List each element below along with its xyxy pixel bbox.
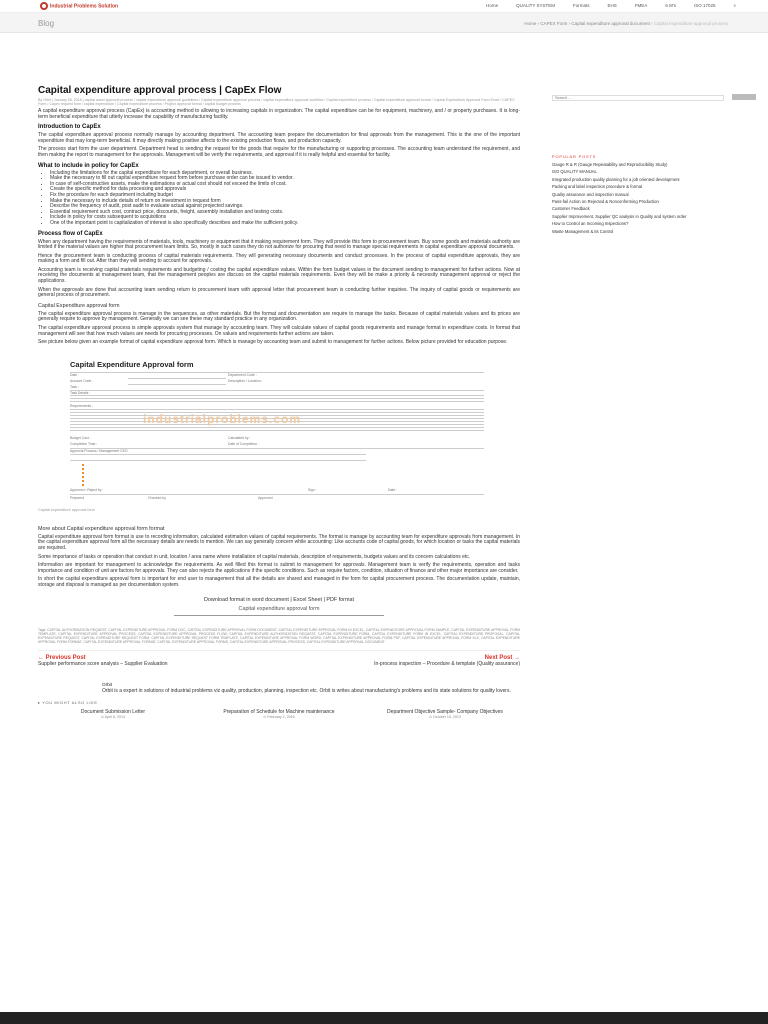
paragraph: Some importance of tasks or operation that conduct in unit, location / area name where installation of capital materials, description of requirements, budgets values and its concern calculations etc. (38, 553, 471, 560)
form-label: Sign : (308, 487, 317, 492)
related-posts (38, 709, 520, 719)
list-item: • Describe the frequency of audit, post audit to evaluate actual against projected savings. (50, 204, 520, 210)
related-post-title: Preparation of Schedule for Machine maintenance (223, 709, 335, 716)
logo-text: Industrial Problems Solution (50, 3, 119, 10)
heading-policy: What to include in policy for CapEx (38, 162, 139, 169)
form-label: Approval Process / Management CEO (70, 448, 128, 453)
popular-post-link[interactable]: How to Control an Incoming Inspections? (552, 221, 629, 227)
related-post-title: Document Submission Letter (80, 709, 146, 716)
form-label: Completion Time : (70, 441, 98, 446)
previous-post-link[interactable] (38, 655, 168, 667)
popular-posts-title: POPULAR POSTS (552, 154, 597, 159)
related-post-date: ⊙ April 6, 2014 (101, 715, 125, 720)
popular-post-link[interactable]: Pass-fail Action on Rejected & Nonconforming Production (552, 199, 659, 205)
sidebar (552, 86, 756, 237)
popular-posts-list (552, 163, 756, 234)
nav-formats[interactable]: Formats (573, 3, 590, 8)
heading-flow: Process flow of CapEx (38, 230, 103, 237)
form-label: Description / Location : (228, 378, 263, 383)
article-meta[interactable]: By Orbit | January 28, 2018 | capital asset approval process / capital expenditure approval guidelines / Capital expenditure approval process / capital expenditure approval workflow / Capital expenditure process / Capital expenditure approval format / Capital Expenditure Approval Form Excel / CAPEX Form / Capex request form / capital expenditure / Capital expenditure process / Project approval format / capital budget process (38, 98, 515, 106)
nav-ehs[interactable]: EHS (607, 3, 617, 8)
breadcrumb-current: Capital expenditure approval process (653, 21, 728, 26)
form-label: Date : (70, 372, 80, 377)
popular-post-link[interactable]: Quality assurance and inspection manual (552, 191, 629, 197)
search-icon[interactable]: ⌕ (733, 3, 736, 8)
list-item: • Including the limitations for the capital expenditure for each department, or overall business. (50, 171, 520, 177)
form-label: Prepared (70, 495, 84, 500)
popular-post-link[interactable]: Customer Feedback (552, 206, 590, 212)
paragraph: Accounting team is receiving capital materials requirements and budgeting / costing the capital expenditure values. Within the form budget values in the document sending to management for further actions. Now at receiving the documents at management team, that the management peoples are discuss on the capital materials requirements. Even they will be make a priority & necessity management approval or reject the applications. (38, 266, 520, 285)
form-label: Requirements : (70, 403, 93, 408)
main-nav (486, 3, 736, 8)
form-label: Approved / Reject by : (70, 487, 104, 492)
related-post[interactable] (38, 709, 188, 719)
nav-iso[interactable]: ISO 17025 (693, 3, 716, 8)
paragraph: See picture below given an example format of capital expenditure approval form. Which is manage by accounting team and submit to management for further actions. Below picture provided for education purpose. (38, 339, 508, 346)
list-item: • Make the necessary to include details of return on investment in request form (50, 199, 520, 205)
divider (174, 615, 384, 616)
popular-post-link[interactable]: ISO QUALITY MANUAL (552, 169, 597, 175)
intro-paragraph: A capital expenditure approval process (CapEx) is accounting method to allowing to increasing capitals in organization. The capital expenditure can be for equipment, machinery, and / or property purchases. It is long-term beneficial expenditure that utterly increase the capability of manufacturing facility. (38, 108, 520, 120)
nav-quality-system[interactable]: QUALITY SYSTEM (516, 3, 556, 8)
previous-post-label: ← Previous Post (38, 654, 86, 661)
blog-bar (0, 13, 768, 33)
heading-form: Capital Expenditure approval form (38, 302, 120, 309)
related-post-title: Department Objective Sample- Company Objectives (387, 709, 503, 716)
breadcrumb-path[interactable]: Home › CAPEX Form › Capital expenditure approval document › (524, 21, 654, 26)
list-item: • Fix the procedure for each department including budget (50, 193, 520, 199)
form-image-title: Capital Expenditure Approval form (70, 359, 194, 369)
related-heading: ▸ YOU MIGHT ALSO LIKE (38, 700, 98, 706)
popular-post-link[interactable]: Waste Management & its Control (552, 228, 614, 234)
popular-post-link[interactable]: Integrated production quality planning for a job oriented development (552, 176, 680, 182)
search-input[interactable] (552, 95, 724, 101)
nav-home[interactable]: Home (486, 3, 499, 8)
nav-6m[interactable]: 6 M's (665, 3, 676, 8)
form-label: Calculated by : (228, 435, 251, 440)
author-box (102, 682, 520, 695)
page-title: Blog (38, 19, 55, 28)
author-bio: Orbit is a expert in solutions of industrial problems viz quality, production, planning, inspection etc. Orbit is writes about manufacturing's problems and its state solutions for quality lovers. (102, 687, 511, 694)
form-label: Budget Cost : (70, 435, 91, 440)
list-item: • One of the important point is capitalization of interest is also specifically describes and make the sufficient policy. (50, 221, 520, 227)
heading-intro: Introduction to CapEx (38, 124, 101, 131)
paragraph: The capital expenditure approval process is simple approvals system that manage by accounting team. They will calculate values of capital goods requirements and manage format in expenditure costs. In format that management will see that how much values are needs for procuring processes. On values and requirements further actions are taken. (38, 325, 520, 337)
form-highlight (82, 464, 86, 486)
paragraph: When any department having the requirements of materials, tools, machinery or equipment that it making requirement form. They will provide this form to procurement team. Buy some goods and materials authority are limited if the material values are higher that procurement team limits. So, mostly in such cases they do not authorize for procuring that need to manage special requirements in capital expenditure approval documents. (38, 238, 520, 251)
list-item: • Make the necessary to fill out capital expenditure request form before purchase order can be issued to vendor. (50, 176, 520, 182)
list-item: • Create the specific method for data processing and approvals (50, 187, 520, 193)
form-label: Task Details : (70, 390, 91, 395)
paragraph: The capital expenditure approval process normally manage by accounting department. The accounting team prepare the documentation for final approvals from the management. This is the one of the important expenditure that may long-term beneficial. It may directly making positive affects to the existing production flows, and production capacity. (38, 132, 520, 144)
next-post-link[interactable] (374, 655, 520, 667)
list-item: • Essential requirement such cost, contract price, discounts, freight, assembly installation and testing costs. (50, 210, 520, 216)
form-label: Date : (388, 487, 398, 492)
search-button[interactable] (732, 94, 756, 100)
heading-more: More about Capital expenditure approval form format (38, 525, 165, 532)
form-label: Task : (70, 384, 79, 389)
form-watermark: industrialproblems.com (143, 411, 302, 426)
breadcrumb[interactable] (524, 21, 728, 26)
download-subtitle: Capital expenditure approval form (238, 605, 320, 612)
popular-post-link[interactable]: Gauge R & R (Gauge Repeatability and Reproducibility Study) (552, 162, 668, 167)
top-header (0, 0, 768, 13)
related-post[interactable] (370, 709, 520, 719)
form-label: Department Code : (228, 372, 257, 377)
form-label: Approved (258, 495, 273, 500)
previous-post-title: Supplier performance score analysis – Supplier Evaluation (38, 660, 168, 667)
popular-post-link[interactable]: Supplier Improvement, Supplier QC analysis in Quality and system order (552, 213, 687, 219)
related-post-date: ⊙ February 2, 2016 (263, 715, 295, 720)
paragraph: Capital expenditure approval form format is use to recording information, calculated estimation values of capital requirements. The format is manage by accounting team for expenditure approvals from management. In the capital expenditure approval form all the necessary details are needs to mention. We can say generally concern while accounting: Like accounts code of capital goods, for which location or tasks the capital materials are required. (38, 533, 520, 551)
paragraph: The capital expenditure approval process is manage in the sequences, as other materials. But the format and documentation are require to manage the tasks. Because of capital materials values and its prices are generally require to approve by management. Generally we can see these may standard practice in any organization. (38, 310, 520, 323)
popular-post-link[interactable]: Packing and label inspection procedure & format (552, 184, 643, 190)
related-post[interactable] (204, 709, 354, 719)
policy-list (50, 171, 520, 227)
paragraph: Information are important for management to acknowledge the requirements. As well filled this format is submit to management for approvals. Management team is verify the requirements, operation and tasks importance and condition of unit are factors for approvals. They can also rejects the applications if the specific conditions. Such as require factors, condition, situation of finance and other major importance are consider. (38, 562, 520, 574)
paragraph: Hence the procurement team is conducting process of capital materials requirements. They will generating necessary documents and conduct processes. In the process of capital expenditure approvals, they are making a form and fill out. After than they will sending to account for approvals. (38, 252, 520, 265)
list-item: • Include in policy for costs subsequent to acquisitions (50, 215, 520, 221)
article-title: Capital expenditure approval process | CapEx Flow (38, 85, 282, 96)
paragraph: When the approvals are done that accounting team sending return to procurement team with approval letter that procurement team is conducting further inquiries. The inquiry of capital goods or requirements are general process of procurement. (38, 286, 520, 299)
footer (0, 1012, 768, 1024)
paragraph: The process start form the user department. Department head is sending the request for the goods that require for the manufacturing or supporting processes. The accounting team understand the requirement, and then making the report to management for the approvals. Management will be verify the requirements, and approval if it is really helpful and essential for facility. (38, 146, 520, 158)
post-navigation (38, 650, 520, 678)
article (38, 86, 520, 719)
list-item: • In case of self-constructive assets, make the estimations or actual cost should not exceed the limits of cost. (50, 182, 520, 188)
author-name[interactable]: Orbit (102, 681, 112, 687)
image-caption: Capital expenditure approval form (38, 507, 95, 512)
form-image[interactable] (68, 360, 486, 504)
download-links[interactable]: Download format in word document | Excel Sheet | PDF format (204, 596, 354, 603)
next-post-label: Next Post → (484, 654, 520, 661)
logo-icon (40, 2, 48, 10)
site-logo[interactable] (40, 2, 118, 10)
tags[interactable]: Tags: CAPITAL AUTHORISATION REQUEST, CAPITAL EXPENDITURE APPROVAL FORM DOC, CAPITAL EXPENDITURE APPROVAL FORM DOCUMENT, CAPITAL EXPENDITURE APPROVAL FORM IN EXCEL, CAPITAL EXPENDITURE APPROVAL FORM SAMPLE, CAPITAL EXPENDITURE APPROVAL FORM TEMPLATE, CAPITAL EXPENDITURE APPROVAL PROCESS, CAPITAL EXPENDITURE APPROVAL PROCESS FLOW, CAPITAL EXPENDITURE AUTHORIZATION REQUEST, CAPITAL EXPENDITURE FORM, CAPITAL EXPENDITURE FORM IN EXCEL, CAPITAL EXPENDITURE PROPOSAL, CAPITAL EXPENDITURE REQUEST, CAPITAL EXPENDITURE REQUEST FORM, CAPITAL EXPENDITURE REQUEST FORM TEMPLATE, CAPITAL EXPENDITURE APPROVAL FORM WORD, CAPITAL EXPENDITURE APPROVAL FORM PDF, CAPITAL EXPENDITURE APPROVAL FORM XLS, CAPITAL EXPENDITURE APPROVAL FORM FORMAT, CAPITAL EXPENDITURE APPROVAL FORMAT, CAPITAL EXPENDITURE APPROVAL FORMS, CAPITAL EXPENDITURE APPROVAL PROCESS, CAPITAL EXPENDITURE APPROVAL DOCUMENT (38, 627, 520, 644)
next-post-title: In-process inspection – Procedure & template (Quality assurance) (374, 660, 520, 667)
form-label: Checked by (148, 495, 166, 500)
form-label: Account Code : (70, 378, 94, 383)
form-label: Date of Completion : (228, 441, 259, 446)
paragraph: In short the capital expenditure approval form is important for end user to management that all the details are shared and managed in the form for capital procurement process. The documentation update, maintain, storage and disposal is managed as per documentation system. (38, 576, 520, 588)
related-post-date: ⊙ October 15, 2013 (429, 715, 461, 720)
nav-fmea[interactable]: FMEA (634, 3, 648, 8)
